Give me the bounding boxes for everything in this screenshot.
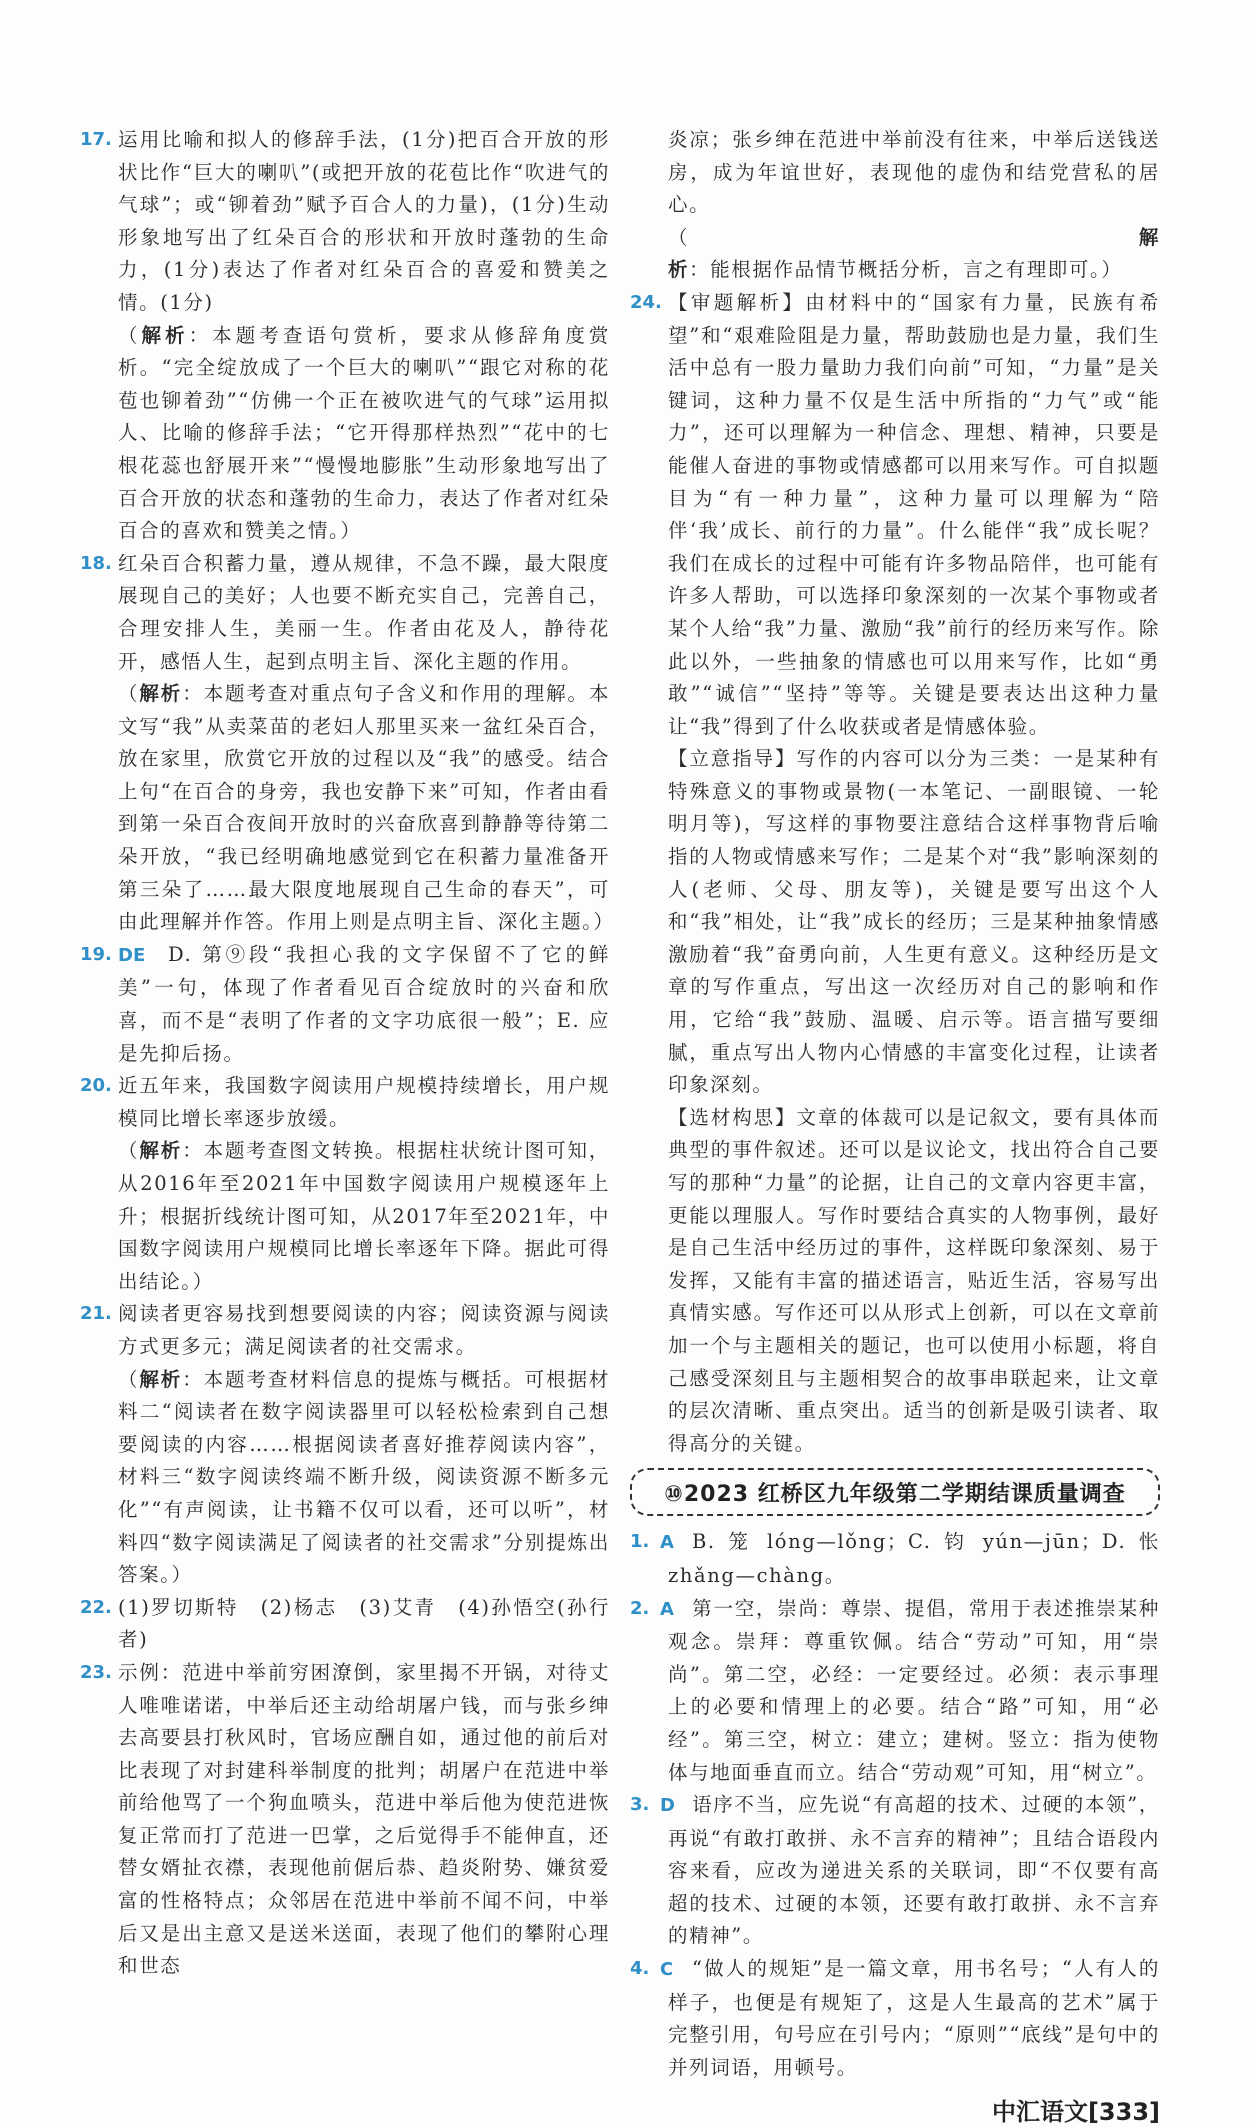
paragraph-text: ：本题考查语句赏析，要求从修辞角度赏析。“完全绽放成了一个巨大的喇叭”“跟它对称的花苞也铆着劲”“仿佛一个正在被吹进气的气球”运用拟人、比喻的修辞手法；“它开得那样热烈”“花中的七根花蕊也舒展开来”“慢慢地膨胀”生动形象地写出了百合开放的状态和蓬勃的生命力，表达了作者对红朵百合的喜欢和赞美之情。） [118,323,610,543]
paragraph-text: 炎凉；张乡绅在范进中举前没有往来，中举后送钱送房，成为年谊世好，表现他的虚伪和结党营私的居心。 [668,128,1160,217]
paragraph-text: ：本题考查材料信息的提炼与概括。可根据材料二“阅读者在数字阅读器里可以轻松检索到自己想要阅读的内容……根据阅读者喜好推荐阅读内容”，材料三“数字阅读终端不断升级，阅读资源不断多元化”“有声阅读，让书籍不仅可以看，还可以听”，材料四“数字阅读满足了阅读者的社交需求”分别提炼出答案。） [118,1367,610,1587]
answer-paragraph [660,1593,1160,1790]
answer-paragraph: （解析：本题考查图文转换。根据柱状统计图可知，从2016年至2021年中国数字阅读用户规模逐年上升；根据折线统计图可知，从2017年至2021年，中国数字阅读用户规模同比增长率逐年下降。据此可得出结论。） [118,1139,610,1293]
paragraph-text: 文章的体裁可以是记叙文，要有具体而典型的事件叙述。还可以是议论文，找出符合自己要写的那种“力量”的论据，让自己的文章内容更丰富，更能以理服人。写作时要结合真实的人物事例，最好是自己生活中经历过的事件，这样既印象深刻、易于发挥，又能有丰富的描述语言，贴近生活，容易写出真情实感。写作还可以从形式上创新，可以在文章前加一个与主题相关的题记，也可以使用小标题，将自己感受深刻且与主题相契合的故事串联起来，让文章的层次清晰、重点突出。适当的创新是吸引读者、取得高分的关键。 [668,1105,1160,1455]
answer-item-continued [630,124,1160,287]
question-number: 3. [630,1794,650,1816]
section-tag: 审题解析 [690,290,783,314]
answer-paragraph: （解析：本题考查语句赏析，要求从修辞角度赏析。“完全绽放成了一个巨大的喇叭”“跟它对称的花苞也铆着劲”“仿佛一个正在被吹进气的气球”运用拟人、比喻的修辞手法；“它开得那样热烈”“花中的七根花蕊也舒展开来”“慢慢地膨胀”生动形象地写出了百合开放的状态和蓬勃的生命力，表达了作者对红朵百合的喜欢和赞美之情。） [118,323,610,543]
answer-item [80,1592,610,1657]
page-number: 333 [1098,2098,1150,2127]
book-title: 中汇语文 [991,2098,1088,2127]
bracket-open: [ [1087,2098,1099,2127]
analysis-label: 解析 [668,225,1160,282]
page-footer [992,2092,1160,2127]
left-column [80,124,615,1983]
answer-paragraph: （解析：本题考查材料信息的提炼与概括。可根据材料二“阅读者在数字阅读器里可以轻松检索到自己想要阅读的内容……根据阅读者喜好推荐阅读内容”，材料三“数字阅读终端不断升级，阅读资源不断多元化”“有声阅读，让书籍不仅可以看，还可以听”，材料四“数字阅读满足了阅读者的社交需求”分别提炼出答案。） [118,1367,610,1587]
question-number: 4. [630,1958,650,1980]
question-number: 22. [80,1596,112,1618]
answer-item [630,287,1160,1460]
analysis-label: 解析 [141,323,189,347]
paragraph-text: 近五年来，我国数字阅读用户规模持续增长，用户规模同比增长率逐步放缓。 [118,1074,610,1130]
paragraph-text: 语序不当，应先说“有高超的技术、过硬的本领”，再说“有敢打敢拼、永不言弃的精神”；且结合语段内容来看，应改为递进关系的关联词，即“不仅要有高超的技术、过硬的本领，还要有敢打敢拼、永不言弃的精神”。 [668,1793,1160,1948]
paragraph-text: ：本题考查图文转换。根据柱状统计图可知，从2016年至2021年中国数字阅读用户规模逐年上升；根据折线统计图可知，从2017年至2021年，中国数字阅读用户规模同比增长率逐年下降。据此可得出结论。） [118,1139,610,1293]
section-tag: 选材构思 [689,1105,776,1129]
answer-paragraph [118,1070,610,1135]
paragraph-text: 示例：范进中举前穷困潦倒，家里揭不开锅，对待丈人唯唯诺诺，中举后还主动给胡屠户钱，而与张乡绅去高要县打秋风时，官场应酬自如，通过他的前后对比表现了对封建科举制度的批判；胡屠户在范进中举前给他骂了一个狗血喷头，范进中举后他为使范进恢复正常而打了范进一巴掌，之后觉得手不能伸直，还替女婿扯衣襟，表现他前倨后恭、趋炎附势、嫌贫爱富的性格特点；众邻居在范进中举前不闻不问，中举后又是出主意又是送米送面，表现了他们的攀附心理和世态 [118,1660,610,1978]
paragraph-text: 阅读者更容易找到想要阅读的内容；阅读资源与阅读方式更多元；满足阅读者的社交需求。 [118,1302,610,1358]
answer-item [630,1526,1160,1592]
answer-choice: A [660,1532,674,1554]
answer-paragraph [118,939,610,1070]
answer-paragraph [660,1789,1160,1953]
answer-choice: DE [118,944,146,966]
answer-paragraph [118,548,610,678]
answer-item [80,1070,610,1298]
answer-paragraph [668,124,1160,222]
answer-paragraph: 【立意指导】写作的内容可以分为三类：一是某种有特殊意义的事物或景物(一本笔记、一副眼镜、一轮明月等)，写这样的事物要注意结合这样事物背后喻指的人物或情感来写作；二是某个对“我”影响深刻的人(老师、父母、朋友等)，关键是要写出这个人和“我”相处，让“我”成长的经历；三是某种抽象情感激励着“我”奋勇向前，人生更有意义。这种经历是文章的写作重点，写出这一次经历对自己的影响和作用，它给“我”鼓励、温暖、启示等。语言描写要细腻，重点写出人物内心情感的丰富变化过程，让读者印象深刻。 [668,747,1160,1097]
question-number: 21. [80,1303,112,1325]
paragraph-text: (1)罗切斯特 (2)杨志 (3)艾青 (4)孙悟空(孙行者) [118,1595,610,1652]
section-title: ⑩2023 红桥区九年级第二学期结课质量调查 [630,1468,1160,1516]
question-number: 1. [630,1531,650,1553]
answer-item [80,548,615,939]
paragraph-text: ：能根据作品情节概括分析，言之有理即可。） [689,258,1123,282]
paragraph-text: 红朵百合积蓄力量，遵从规律，不急不躁，最大限度展现自己的美好；人也要不断充实自己，完善自己，合理安排人生，美丽一生。作者由花及人，静待花开，感悟人生，起到点明主旨、深化主题的作用。 [118,551,610,673]
question-number: 18. [80,552,112,574]
paragraph-text: 第一空，崇尚：尊崇、提倡，常用于表述推崇某种观念。崇拜：尊重钦佩。结合“劳动”可知，用“崇尚”。第二空，必经：一定要经过。必须：表示事理上的必要和情理上的必要。结合“路”可知，用“必经”。第三空，树立：建立；建树。竖立：指为使物体与地面垂直而立。结合“劳动观”可知，用“树立”。 [668,1596,1160,1784]
paragraph-text: 写作的内容可以分为三类：一是某种有特殊意义的事物或景物(一本笔记、一副眼镜、一轮明月等)，写这样的事物要注意结合这样事物背后喻指的人物或情感来写作；二是某个对“我”影响深刻的人(老师、父母、朋友等)，关键是要写出这个人和“我”相处，让“我”成长的经历；三是某种抽象情感激励着“我”奋勇向前，人生更有意义。这种经历是文章的写作重点，写出这一次经历对自己的影响和作用，它给“我”鼓励、温暖、启示等。语言描写要细腻，重点写出人物内心情感的丰富变化过程，让读者印象深刻。 [668,747,1160,1097]
question-number: 19. [80,943,112,965]
answer-item [80,1657,610,1983]
analysis-label: 解析 [139,1139,183,1163]
analysis-label: 解析 [139,1367,183,1391]
answer-paragraph: 【选材构思】文章的体裁可以是记叙文，要有具体而典型的事件叙述。还可以是议论文，找出符合自己要写的那种“力量”的论据，让自己的文章内容更丰富，更能以理服人。写作时要结合真实的人物事例，最好是自己生活中经历过的事件，这样既印象深刻、易于发挥，又能有丰富的描述语言，贴近生活，容易写出真情实感。写作还可以从形式上创新，可以在文章前加一个与主题相关的题记，也可以使用小标题，将自己感受深刻且与主题相契合的故事串联起来，让文章的层次清晰、重点突出。适当的创新是吸引读者、取得高分的关键。 [668,1105,1160,1455]
answer-paragraph [660,1526,1160,1592]
paragraph-text: D. 第⑨段“我担心我的文字保留不了它的鲜美”一句，体现了作者看见百合绽放时的兴奋和欣喜，而不是“表明了作者的文字功底很一般”；E. 应是先抑后扬。 [118,942,610,1065]
answer-choice: C [660,1959,674,1981]
question-number: 24. [630,291,662,313]
paragraph-text: 由材料中的“国家有力量，民族有希望”和“艰难险阻是力量，帮助鼓励也是力量，我们生活中总有一股力量助力我们向前”可知，“力量”是关键词，这种力量不仅是生活中所指的“力气”或“能力”，还可以理解为一种信念、理想、精神，只要是能催人奋进的事物或情感都可以用来写作。可自拟题目为“有一种力量”，这种力量可以理解为“陪伴‘我’成长、前行的力量”。什么能伴“我”成长呢？我们在成长的过程中可能有许多物品陪伴，也可能有许多人帮助，可以选择印象深刻的一次某个事物或者某个人给“我”力量、激励“我”前行的经历来写作。除此以外，一些抽象的情感也可以用来写作，比如“勇敢”“诚信”“坚持”等等。关键是要表达出这种力量让“我”得到了什么收获或者是情感体验。 [668,290,1161,738]
answer-choice: A [660,1598,674,1620]
question-number: 23. [80,1661,112,1683]
answer-item [80,124,610,548]
answer-paragraph: 【审题解析】由材料中的“国家有力量，民族有希望”和“艰难险阻是力量，帮助鼓励也是力量，我们生活中总有一股力量助力我们向前”可知，“力量”是关键词，这种力量不仅是生活中所指的“力气”或“能力”，还可以理解为一种信念、理想、精神，只要是能催人奋进的事物或情感都可以用来写作。可自拟题目为“有一种力量”，这种力量可以理解为“陪伴‘我’成长、前行的力量”。什么能伴“我”成长呢？我们在成长的过程中可能有许多物品陪伴，也可能有许多人帮助，可以选择印象深刻的一次某个事物或者某个人给“我”力量、激励“我”前行的经历来写作。除此以外，一些抽象的情感也可以用来写作，比如“勇敢”“诚信”“坚持”等等。关键是要表达出这种力量让“我”得到了什么收获或者是情感体验。 [668,290,1161,738]
answer-paragraph [118,1592,610,1657]
right-column [630,124,1160,2084]
answer-paragraph [118,124,610,320]
question-number: 20. [80,1075,112,1097]
answer-item [80,939,610,1070]
bracket-close: ] [1149,2098,1160,2127]
answer-item [630,1953,1160,2084]
answer-paragraph [660,1953,1160,2084]
paragraph-text: 运用比喻和拟人的修辞手法，(1分)把百合开放的形状比作“巨大的喇叭”(或把开放的花苞比作“吹进气的气球”；或“铆着劲”赋予百合人的力量)，(1分)生动形象地写出了红朵百合的形状和开放时蓬勃的生命力，(1分)表达了作者对红朵百合的喜爱和赞美之情。(1分) [118,128,610,314]
question-number: 17. [80,129,112,150]
answer-choice: D [660,1795,675,1817]
paragraph-text: “做人的规矩”是一篇文章，用书名号；“人有人的样子，也便是有规矩了，这是人生最高的艺术”属于完整引用，句号应在引号内；“原则”“底线”是句中的并列词语，用顿号。 [668,1957,1160,2079]
section-tag: 立意指导 [689,747,776,771]
paragraph-text: B. 笼 lóng—lǒng；C. 钧 yún—jūn；D. 怅 zhǎng—chàng。 [668,1530,1160,1587]
answer-paragraph: （解析：本题考查对重点句子含义和作用的理解。本文写“我”从卖菜苗的老妇人那里买来一盆红朵百合，放在家里，欣赏它开放的过程以及“我”的感受。结合上句“在百合的身旁，我也安静下来”可知，作者由看到第一朵百合夜间开放时的兴奋欣喜到静静等待第二朵开放，“我已经明确地感觉到它在积蓄力量准备开第三朵了……最大限度地展现自己生命的春天”，可由此理解并作答。作用上则是点明主旨、深化主题。） [118,682,615,934]
answer-item [630,1593,1160,1790]
paragraph-text: ：本题考查对重点句子含义和作用的理解。本文写“我”从卖菜苗的老妇人那里买来一盆红朵百合，放在家里，欣赏它开放的过程以及“我”的感受。结合上句“在百合的身旁，我也安静下来”可知，作者由看到第一朵百合夜间开放时的兴奋欣喜到静静等待第二朵开放，“我已经明确地感觉到它在积蓄力量准备开第三朵了……最大限度地展现自己生命的春天”，可由此理解并作答。作用上则是点明主旨、深化主题。） [118,682,615,934]
question-number: 2. [630,1597,650,1619]
answer-paragraph: （解析：能根据作品情节概括分析，言之有理即可。） [668,225,1160,282]
answer-paragraph [118,1298,610,1363]
answer-paragraph [118,1657,610,1983]
answer-item [80,1298,610,1591]
analysis-label: 解析 [139,682,183,706]
answer-item [630,1789,1160,1953]
